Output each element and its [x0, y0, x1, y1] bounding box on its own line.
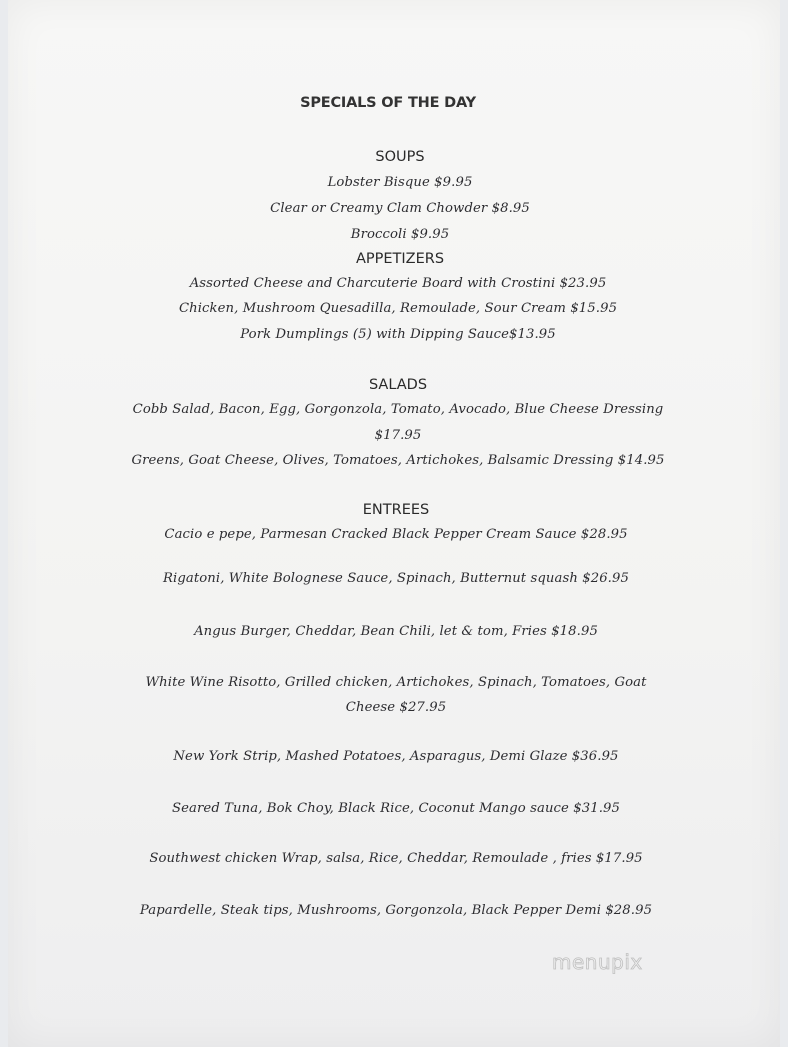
- menu-item: Rigatoni, White Bolognese Sauce, Spinach, Butternut squash $26.95: [163, 571, 629, 586]
- section-heading-soups: SOUPS: [375, 149, 425, 165]
- menu-item: New York Strip, Mashed Potatoes, Asparagus, Demi Glaze $36.95: [173, 749, 619, 764]
- section-heading-appetizers: APPETIZERS: [355, 251, 445, 267]
- menu-item: Assorted Cheese and Charcuterie Board with Crostini $23.95: [189, 276, 607, 291]
- section-heading-entrees: ENTREES: [362, 502, 430, 518]
- menu-item: Cobb Salad, Bacon, Egg, Gorgonzola, Tomato, Avocado, Blue Cheese Dressing: [132, 402, 664, 417]
- menu-item: Chicken, Mushroom Quesadilla, Remoulade, Sour Cream $15.95: [178, 301, 618, 316]
- section-heading-salads: SALADS: [368, 377, 428, 393]
- menu-item: Greens, Goat Cheese, Olives, Tomatoes, Artichokes, Balsamic Dressing $14.95: [131, 453, 665, 468]
- menu-item: Clear or Creamy Clam Chowder $8.95: [270, 201, 530, 216]
- menu-item: Seared Tuna, Bok Choy, Black Rice, Coconut Mango sauce $31.95: [172, 801, 620, 816]
- menu-item: Pork Dumplings (5) with Dipping Sauce$13.95: [240, 327, 556, 342]
- menu-item: Angus Burger, Cheddar, Bean Chili, let & tom, Fries $18.95: [194, 624, 598, 639]
- menu-item: Southwest chicken Wrap, salsa, Rice, Cheddar, Remoulade , fries $17.95: [149, 851, 643, 866]
- watermark: menupix: [552, 950, 643, 974]
- menu-item: White Wine Risotto, Grilled chicken, Artichokes, Spinach, Tomatoes, Goat: [145, 675, 647, 690]
- menu-item: Broccoli $9.95: [350, 227, 450, 242]
- page-title: SPECIALS OF THE DAY: [300, 95, 476, 111]
- menu-item: Cheese $27.95: [345, 700, 447, 715]
- menu-item: Papardelle, Steak tips, Mushrooms, Gorgonzola, Black Pepper Demi $28.95: [139, 903, 653, 918]
- menu-item: $17.95: [374, 428, 422, 443]
- menu-item: Cacio e pepe, Parmesan Cracked Black Pepper Cream Sauce $28.95: [164, 527, 628, 542]
- menu-item: Lobster Bisque $9.95: [327, 175, 473, 190]
